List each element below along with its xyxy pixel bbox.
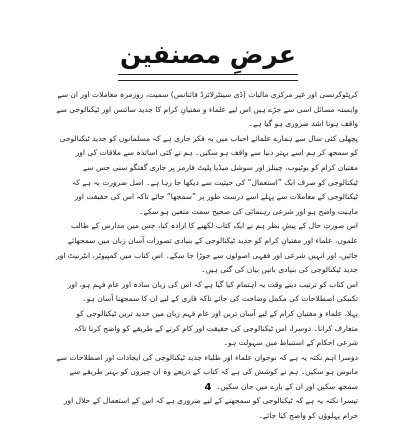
- paragraph-6: دوسرا اہم نکتہ یہ ہے کہ نوجوان علماء اور طلباء جدید ٹیکنالوجی کی ایجادات اور اصطلاحات سے مانوس ہو سکیں۔ ہم نے کوشش کی ہے کہ کتاب کے ذریعے وہ ان چیزوں کو بہتر طریقے سے سمجھ سکیں اور ان کے بارے میں جان سکیں۔: [56, 352, 358, 391]
- paragraph-3: اس صورتِ حال کے پیشِ نظر ہم نے ایک کتاب لکھنے کا ارادہ کیا، جس میں مدارس کے طالب علموں، علماء اور مفتیانِ کرام کو جدید ٹیکنالوجی کے بنیادی تصورات آسان زبان میں سمجھائے جائیں، اور انہیں شرعی اور فقہی اصولوں سے جوڑا جا سکے۔ اس کتاب میں کمپیوٹر، انٹرنیٹ اور جدید ٹیکنالوجی کی بنیادی باتیں بیان کی گئی ہیں۔: [56, 221, 358, 275]
- page-number: 4: [204, 382, 212, 393]
- paragraph-5: پہلا، علماء و مفتیانِ کرام کے لیے آسان ترین اور عام فہم زبان میں جدید ترین ٹیکنالوجی کو متعارف کرانا۔ دوسرا، اس ٹیکنالوجی کی حقیقت اور کام کرنے کے طریقے کو واضح کرنا تاکہ شرعی احکام کے استنباط میں سہولت ہو۔: [74, 308, 358, 348]
- paragraph-1: کرپٹوکرنسی اور غیر مرکزی مالیات (ڈی سینٹرلائزڈ فائنانس) سمیت، روزمرہ معاملات اور ان سے وابستہ مسائل اسی سے جڑے ہیں اس لیے علماء و مفتیانِ کرام کا جدید سائنس اور ٹیکنالوجی سے واقف ہونا اشد ضروری ہو گیا ہے۔: [56, 90, 358, 129]
- paragraph-7: تیسرا نکتہ یہ ہے کہ ٹیکنالوجی کو سمجھنے کے لیے ضروری ہے کہ اس کے استعمال کے حلال اور حرام پہلوؤں کو واضح کیا جائے۔: [63, 396, 358, 421]
- paragraph-2: پچھلی کئی سال سے ہمارے علمائے احباب میں یہ فکر جاری ہے کہ مسلمانوں کو جدید ٹیکنالوجی کو سمجھ کر ہم اسے بہتر دنیا سے واقف ہو سکیں۔ ہم نے کئی اساتذہ سے ملاقات کی اور مفتیان کرام کو یوٹیوب، چینلز اور سوشل میڈیا پلیٹ فارمز پر جاری گفتگو سنی جس سے ٹیکنالوجی کو صرف ایک ”استعمال“ کی حیثیت سے دیکھا جا رہا ہے۔ اصل ضرورت یہ ہے کہ ٹیکنالوجی کے معاملات سے پہلے اسے درست طور پر ”سمجھا“ جائے تاکہ اس کی حقیقت اور ماہیت واضح ہو اور شرعی رہنمائی کی صحیح سمت متعین ہو سکے۔: [59, 133, 358, 216]
- chapter-heading: عرضِ مصنفین: [120, 40, 296, 69]
- body-text: [56, 88, 358, 424]
- heading-underline: [118, 74, 298, 81]
- paragraph-4: اس کتاب کو ترتیب دیتے وقت یہ اہتمام کیا گیا ہے کہ اس کی زبان سادہ اور عام فہم ہو، اور تکنیکی اصطلاحات کی مکمل وضاحت کی جائے تاکہ قاری کے لیے ان کا سمجھنا آسان ہو۔: [67, 279, 358, 304]
